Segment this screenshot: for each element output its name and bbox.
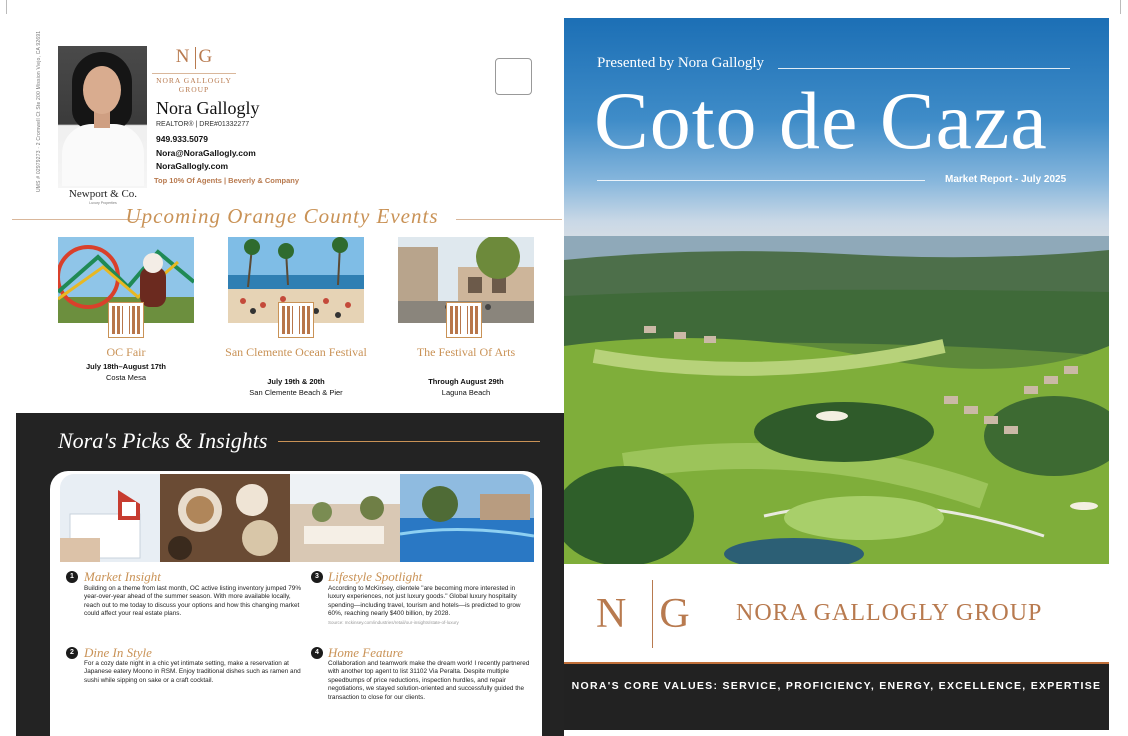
section-body-dine-in-style: For a cozy date night in a chic yet intimate setting, make a reservation at Japanese eatery Moono in RSM. Enjoy traditional dishes such as ramen and sushi while sipping on sake or a craft cocktail. [84,660,301,684]
brokerage-subtitle: Luxury Properties [89,201,117,205]
section-source-lifestyle: Source: mckinsey.com/industries/retail/our-insights/state-of-luxury [328,620,459,625]
event-date-3: Through August 29th [428,377,504,386]
qr-code-ocean-festival[interactable] [278,302,314,338]
trim-mark [1120,0,1121,14]
qr-code-oc-fair[interactable] [108,302,144,338]
postage-stamp-box [495,58,532,95]
event-location-2: San Clemente Beach & Pier [249,388,343,397]
aerial-golf-course-photo [564,236,1109,564]
agent-name: Nora Gallogly [156,98,260,118]
section-number-1: 1 [66,571,78,583]
event-date-2: July 19th & 20th [267,377,325,386]
section-title-dine-in-style: Dine In Style [84,645,152,660]
cover-title: Coto de Caza [594,75,1048,166]
event-name-1: OC Fair [106,345,146,359]
return-address: UMS # 02979273 · 2 Cromwell Ct Ste 200 Mission Viejo, CA 92691 [36,30,42,192]
section-number-2: 2 [66,647,78,659]
cover-monogram-n: N [596,591,631,637]
agent-website[interactable]: NoraGallogly.com [156,161,229,171]
cover-monogram [596,590,706,638]
insights-title: Nora's Picks & Insights [58,428,268,453]
monogram-g: G [198,46,215,67]
event-name-3: The Festival Of Arts [416,345,516,359]
section-title-home-feature: Home Feature [328,645,403,660]
section-body-lifestyle-spotlight: According to McKinsey, clientele "are becoming more interested in luxury experiences, not just luxury goods." Global luxury hospitality spending—including travel, tourism and hotels—is predicted to grow 60%, reaching nearly $400 billion, by 2028. [328,585,521,618]
group-line1: NORA GALLOGLY [156,76,232,85]
presented-by: Presented by Nora Gallogly [597,55,765,71]
monogram-rule [152,73,236,74]
cover-monogram-g: G [659,591,694,637]
ng-monogram [165,46,225,70]
agent-license: REALTOR® | DRE#01332277 [156,121,250,128]
section-title-lifestyle-spotlight: Lifestyle Spotlight [328,569,423,584]
qr-code-festival-of-arts[interactable] [446,302,482,338]
cover-monogram-divider [652,580,653,648]
events-title: Upcoming Orange County Events [125,204,439,228]
section-number-4: 4 [311,647,323,659]
agent-email[interactable]: Nora@NoraGallogly.com [156,148,256,158]
agent-headshot [58,46,147,188]
event-date-1: July 18th–August 17th [85,362,167,371]
insights-photo-collage [60,474,534,562]
group-wordmark [150,76,238,94]
group-line2: GROUP [178,85,210,94]
insights-title-rule [278,441,540,442]
section-title-market-insight: Market Insight [84,569,161,584]
section-body-market-insight: Building on a theme from last month, OC active listing inventory jumped 79% year-over-year ahead of the summer season. With more available locally, reach out to me today to discuss your options and how this changing market could affect your real estate plans. [84,585,302,618]
presented-rule [778,68,1070,69]
event-location-3: Laguna Beach [441,388,491,397]
cover-brand-name: NORA GALLOGLY GROUP [736,600,1043,626]
agent-rank: Top 10% Of Agents | Beverly & Company [154,176,300,185]
section-body-home-feature: Collaboration and teamwork make the dream work! I recently partnered with another top agent to list 31102 Via Peralta. Despite multiple speedbumps of price reductions, inspection hurdles, and repair negotiations, we stayed solution-oriented and successfully guided the transaction to close for our clients. [328,660,530,701]
brokerage-logo: Newport & Co. [68,188,138,200]
event-name-2: San Clemente Ocean Festival [225,345,367,359]
events-rule-right [456,219,562,220]
trim-mark [6,0,7,14]
agent-phone[interactable]: 949.933.5079 [156,134,208,144]
event-location-1: Costa Mesa [105,373,147,382]
core-values-text: NORA'S CORE VALUES: SERVICE, PROFICIENCY, ENERGY, EXCELLENCE, EXPERTISE [571,680,1102,692]
report-rule [597,180,925,181]
section-number-3: 3 [311,571,323,583]
market-report-label: Market Report - July 2025 [945,174,1067,185]
monogram-n: N [175,46,192,67]
core-values-bar [564,664,1109,730]
